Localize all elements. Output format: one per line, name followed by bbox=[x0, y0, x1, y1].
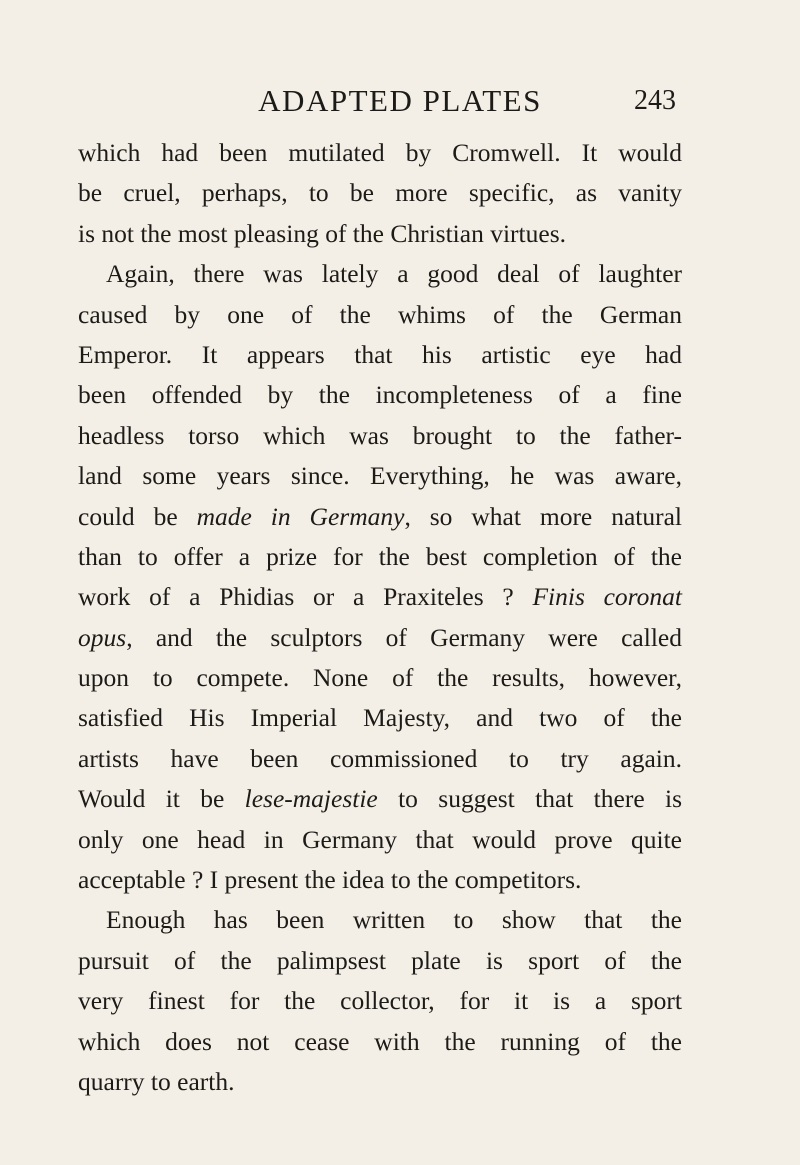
text-segment: which does not cease with the running of the bbox=[78, 1026, 682, 1056]
text-segment: could be bbox=[78, 501, 197, 531]
text-segment: Enough has been written to show that the bbox=[106, 905, 682, 935]
text-segment: Emperor. It appears that his artistic eye had bbox=[78, 339, 682, 369]
text-segment: , so what more natural bbox=[404, 501, 682, 531]
text-line bbox=[78, 375, 682, 415]
text-segment: upon to compete. None of the results, however, bbox=[78, 663, 682, 693]
text-line bbox=[78, 900, 682, 940]
text-line bbox=[78, 173, 682, 213]
text-line bbox=[78, 1022, 682, 1062]
text-line bbox=[78, 456, 682, 496]
text-line bbox=[78, 577, 682, 617]
text-segment: very finest for the collector, for it is a sport bbox=[78, 986, 682, 1016]
page-header bbox=[0, 78, 800, 124]
text-line bbox=[78, 941, 682, 981]
text-segment: Would it be bbox=[78, 784, 245, 814]
text-segment: to suggest that there is bbox=[377, 784, 682, 814]
text-segment: artists have been commissioned to try again. bbox=[78, 743, 682, 773]
text-line bbox=[78, 698, 682, 738]
text-line bbox=[78, 497, 682, 537]
text-line bbox=[78, 820, 682, 860]
text-line bbox=[78, 981, 682, 1021]
text-line bbox=[78, 658, 682, 698]
text-segment: , and the sculptors of Germany were called bbox=[126, 622, 682, 652]
text-segment: been offended by the incompleteness of a fine bbox=[78, 380, 682, 410]
text-line bbox=[78, 739, 682, 779]
body-text bbox=[78, 133, 682, 1102]
text-line bbox=[78, 779, 682, 819]
text-segment: be cruel, perhaps, to be more specific, as vanity bbox=[78, 178, 682, 208]
text-segment: satisfied His Imperial Majesty, and two of the bbox=[78, 703, 682, 733]
italic-text: Finis coronat bbox=[532, 582, 682, 612]
italic-text: opus bbox=[78, 622, 127, 652]
text-segment: is not the most pleasing of the Christian virtues. bbox=[78, 218, 566, 248]
text-line bbox=[78, 295, 682, 335]
text-segment: which had been mutilated by Cromwell. It would bbox=[78, 138, 682, 167]
text-line bbox=[78, 860, 682, 900]
text-segment: than to offer a prize for the best completion of the bbox=[78, 541, 682, 571]
text-segment: land some years since. Everything, he was aware, bbox=[78, 461, 682, 491]
text-segment: pursuit of the palimpsest plate is sport of the bbox=[78, 945, 682, 975]
italic-text: made in Germany bbox=[196, 501, 405, 531]
text-line bbox=[78, 1062, 682, 1102]
text-segment: work of a Phidias or a Praxiteles ? bbox=[78, 582, 533, 612]
text-line bbox=[78, 618, 682, 658]
text-segment: quarry to earth. bbox=[78, 1066, 235, 1096]
text-line bbox=[78, 335, 682, 375]
text-segment: headless torso which was brought to the father- bbox=[78, 420, 682, 450]
page-number: 243 bbox=[634, 85, 676, 116]
text-segment: only one head in Germany that would prove quite bbox=[78, 824, 682, 854]
text-line bbox=[78, 214, 682, 254]
text-line bbox=[78, 133, 682, 173]
text-segment: caused by one of the whims of the German bbox=[78, 299, 682, 329]
text-line bbox=[78, 537, 682, 577]
running-head: ADAPTED PLATES bbox=[258, 83, 542, 118]
text-segment: Again, there was lately a good deal of laughter bbox=[106, 259, 682, 289]
text-line bbox=[78, 416, 682, 456]
italic-text: lese-majestie bbox=[244, 784, 378, 814]
text-segment: acceptable ? I present the idea to the competitors. bbox=[78, 865, 582, 895]
text-line bbox=[78, 254, 682, 294]
